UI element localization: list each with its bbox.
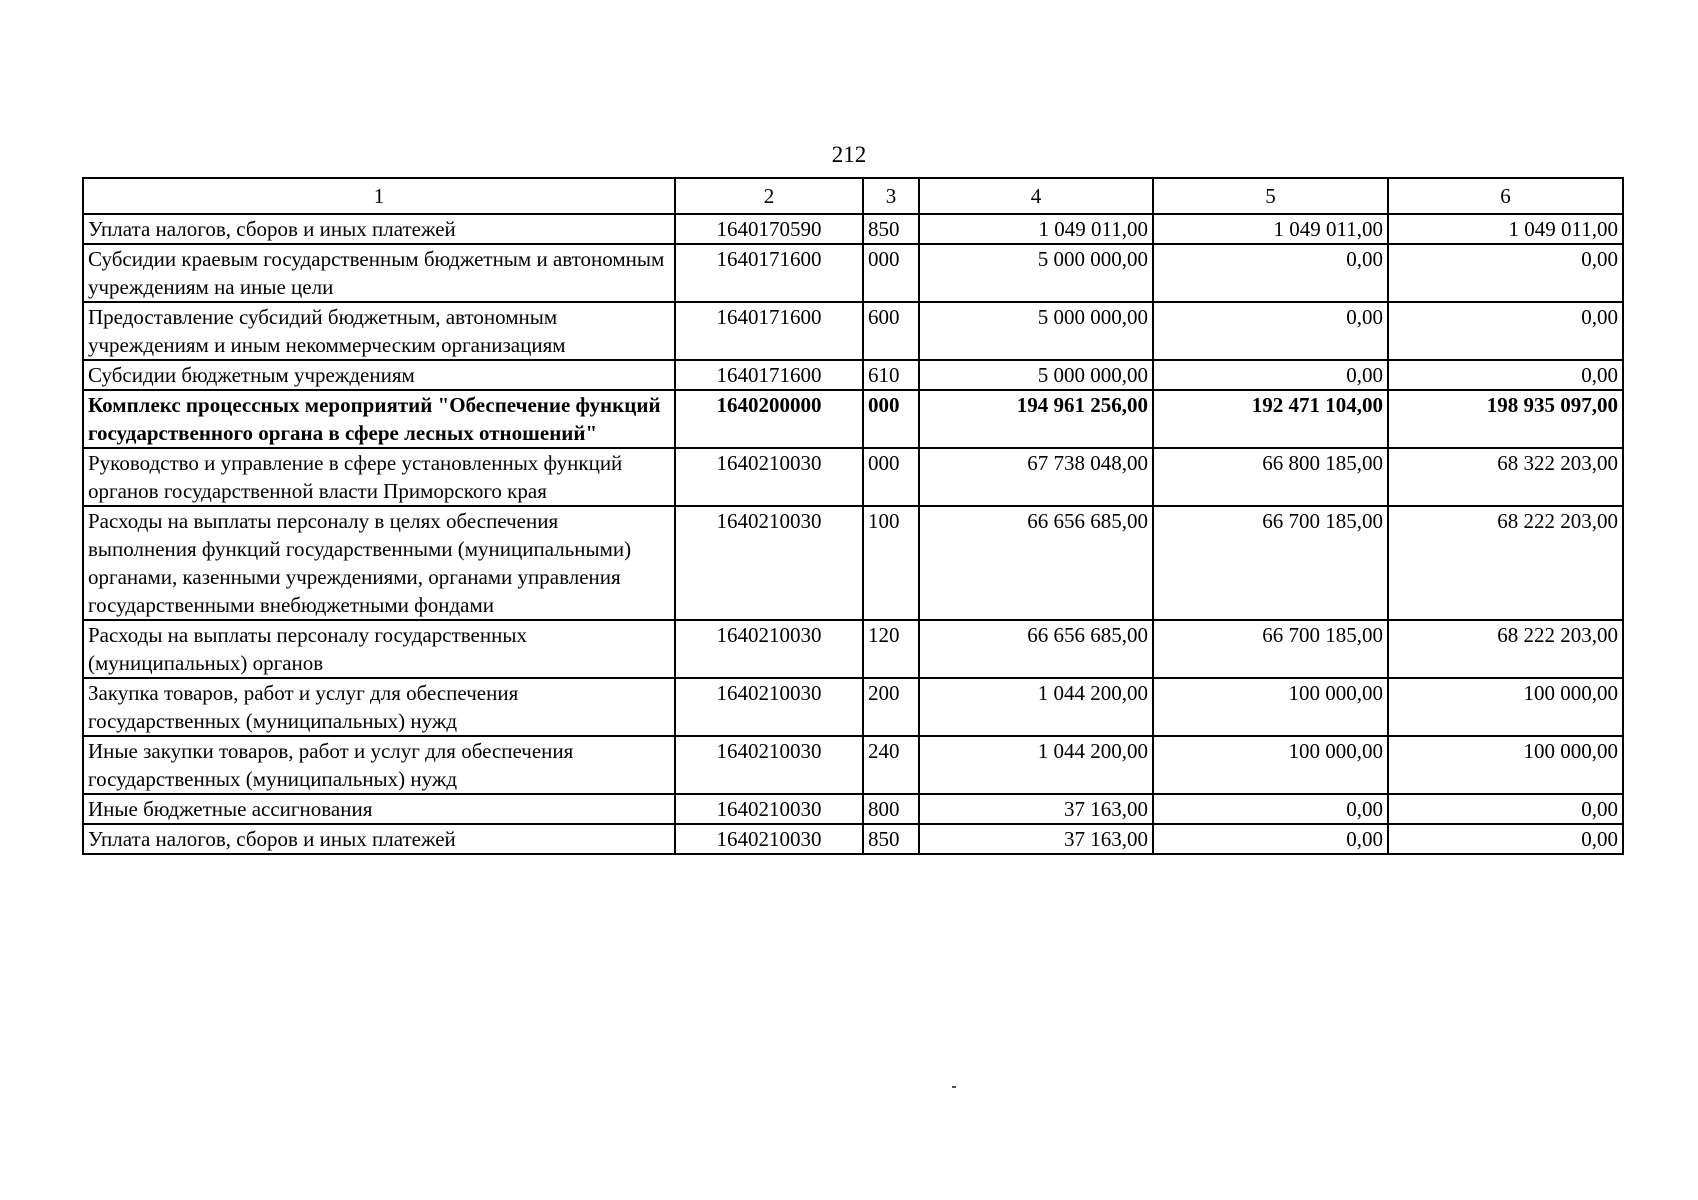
column-number-row — [83, 178, 1623, 214]
row-amount-col4: 1 044 200,00 — [919, 678, 1153, 736]
column-header-2: 2 — [675, 178, 863, 214]
budget-table — [82, 177, 1624, 855]
row-amount-col6: 0,00 — [1388, 302, 1623, 360]
column-header-6: 6 — [1388, 178, 1623, 214]
row-amount-col5: 0,00 — [1153, 794, 1388, 824]
row-kvr-cell: 600 — [863, 302, 919, 360]
row-amount-col5: 100 000,00 — [1153, 736, 1388, 794]
row-name-cell: Закупка товаров, работ и услуг для обеспечения государственных (муниципальных) нужд — [83, 678, 675, 736]
row-code-cell: 1640210030 — [675, 448, 863, 506]
row-kvr-cell: 800 — [863, 794, 919, 824]
row-name-cell: Комплекс процессных мероприятий "Обеспечение функций государственного органа в сфере лесных отношений" — [83, 390, 675, 448]
row-amount-col5: 100 000,00 — [1153, 678, 1388, 736]
table-row — [83, 360, 1623, 390]
row-code-cell: 1640200000 — [675, 390, 863, 448]
row-amount-col5: 0,00 — [1153, 824, 1388, 854]
scan-speck — [952, 1086, 956, 1088]
row-amount-col6: 68 322 203,00 — [1388, 448, 1623, 506]
row-kvr-cell: 000 — [863, 244, 919, 302]
row-name-cell: Расходы на выплаты персоналу государственных (муниципальных) органов — [83, 620, 675, 678]
row-amount-col6: 0,00 — [1388, 360, 1623, 390]
row-code-cell: 1640210030 — [675, 620, 863, 678]
row-amount-col6: 100 000,00 — [1388, 736, 1623, 794]
row-amount-col5: 0,00 — [1153, 244, 1388, 302]
row-amount-col5: 66 700 185,00 — [1153, 506, 1388, 620]
page-number: 212 — [831, 142, 867, 167]
row-name-cell: Иные бюджетные ассигнования — [83, 794, 675, 824]
row-code-cell: 1640210030 — [675, 506, 863, 620]
row-name-cell: Субсидии бюджетным учреждениям — [83, 360, 675, 390]
table-row — [83, 678, 1623, 736]
row-code-cell: 1640170590 — [675, 214, 863, 244]
row-kvr-cell: 200 — [863, 678, 919, 736]
table-row — [83, 390, 1623, 448]
table-row — [83, 620, 1623, 678]
row-name-cell: Предоставление субсидий бюджетным, автономным учреждениям и иным некоммерческим организациям — [83, 302, 675, 360]
row-kvr-cell: 850 — [863, 214, 919, 244]
row-amount-col4: 5 000 000,00 — [919, 302, 1153, 360]
row-code-cell: 1640210030 — [675, 736, 863, 794]
row-amount-col6: 100 000,00 — [1388, 678, 1623, 736]
row-amount-col4: 5 000 000,00 — [919, 244, 1153, 302]
table-row — [83, 506, 1623, 620]
row-amount-col5: 1 049 011,00 — [1153, 214, 1388, 244]
row-amount-col4: 194 961 256,00 — [919, 390, 1153, 448]
row-code-cell: 1640210030 — [675, 678, 863, 736]
row-amount-col6: 0,00 — [1388, 824, 1623, 854]
table-row — [83, 448, 1623, 506]
row-code-cell: 1640210030 — [675, 794, 863, 824]
row-amount-col6: 198 935 097,00 — [1388, 390, 1623, 448]
row-amount-col5: 66 700 185,00 — [1153, 620, 1388, 678]
row-amount-col4: 1 044 200,00 — [919, 736, 1153, 794]
row-amount-col6: 1 049 011,00 — [1388, 214, 1623, 244]
row-amount-col5: 0,00 — [1153, 360, 1388, 390]
row-amount-col4: 67 738 048,00 — [919, 448, 1153, 506]
row-kvr-cell: 000 — [863, 448, 919, 506]
row-kvr-cell: 610 — [863, 360, 919, 390]
row-amount-col6: 68 222 203,00 — [1388, 506, 1623, 620]
row-amount-col4: 66 656 685,00 — [919, 506, 1153, 620]
column-header-1: 1 — [83, 178, 675, 214]
row-kvr-cell: 100 — [863, 506, 919, 620]
row-name-cell: Уплата налогов, сборов и иных платежей — [83, 214, 675, 244]
row-amount-col6: 0,00 — [1388, 794, 1623, 824]
row-kvr-cell: 850 — [863, 824, 919, 854]
row-amount-col4: 37 163,00 — [919, 794, 1153, 824]
row-code-cell: 1640210030 — [675, 824, 863, 854]
table-row — [83, 214, 1623, 244]
row-amount-col6: 0,00 — [1388, 244, 1623, 302]
row-name-cell: Расходы на выплаты персоналу в целях обеспечения выполнения функций государственными (муниципальными) органами, казенными учреждениями, органами управления государственными внебюджетными фондами — [83, 506, 675, 620]
row-code-cell: 1640171600 — [675, 360, 863, 390]
column-header-5: 5 — [1153, 178, 1388, 214]
row-name-cell: Уплата налогов, сборов и иных платежей — [83, 824, 675, 854]
column-header-3: 3 — [863, 178, 919, 214]
row-code-cell: 1640171600 — [675, 244, 863, 302]
row-kvr-cell: 000 — [863, 390, 919, 448]
row-kvr-cell: 240 — [863, 736, 919, 794]
table-row — [83, 302, 1623, 360]
row-code-cell: 1640171600 — [675, 302, 863, 360]
row-name-cell: Руководство и управление в сфере установленных функций органов государственной власти Приморского края — [83, 448, 675, 506]
row-amount-col5: 0,00 — [1153, 302, 1388, 360]
table-body — [83, 214, 1623, 854]
row-amount-col6: 68 222 203,00 — [1388, 620, 1623, 678]
table-row — [83, 244, 1623, 302]
row-amount-col5: 192 471 104,00 — [1153, 390, 1388, 448]
row-name-cell: Иные закупки товаров, работ и услуг для обеспечения государственных (муниципальных) нужд — [83, 736, 675, 794]
column-header-4: 4 — [919, 178, 1153, 214]
table-row — [83, 794, 1623, 824]
row-amount-col4: 37 163,00 — [919, 824, 1153, 854]
row-amount-col4: 1 049 011,00 — [919, 214, 1153, 244]
table-row — [83, 736, 1623, 794]
row-amount-col4: 5 000 000,00 — [919, 360, 1153, 390]
row-amount-col5: 66 800 185,00 — [1153, 448, 1388, 506]
table-row — [83, 824, 1623, 854]
row-name-cell: Субсидии краевым государственным бюджетным и автономным учреждениям на иные цели — [83, 244, 675, 302]
row-amount-col4: 66 656 685,00 — [919, 620, 1153, 678]
row-kvr-cell: 120 — [863, 620, 919, 678]
